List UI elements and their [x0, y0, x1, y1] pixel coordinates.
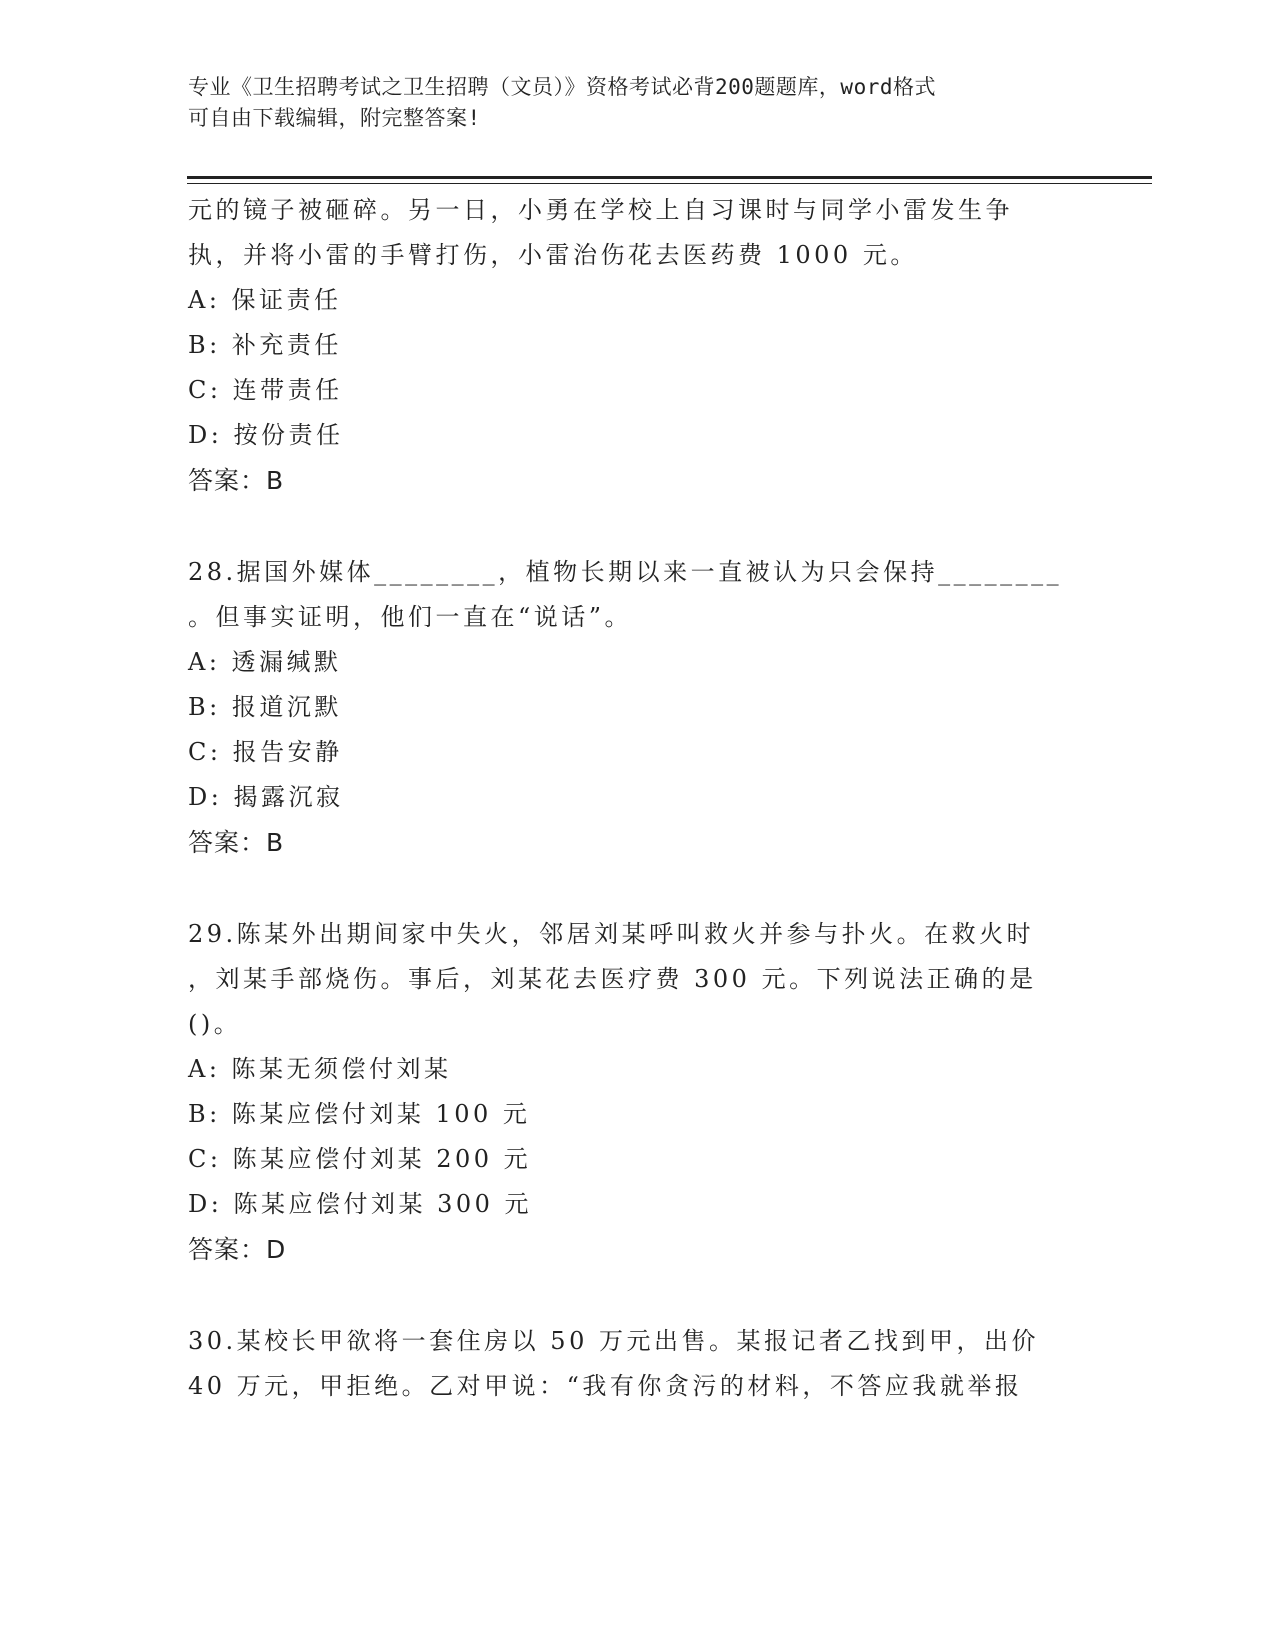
question-28	[188, 550, 1088, 865]
question-29-option-d: D: 陈某应偿付刘某 300 元	[188, 1190, 533, 1218]
question-30-text-2: 40 万元，甲拒绝。乙对甲说：“我有你贪污的材料，不答应我就举报	[188, 1372, 1023, 1400]
question-29	[188, 912, 1088, 1272]
header-line-1: 专业《卫生招聘考试之卫生招聘（文员）》资格考试必背200题题库，word格式	[188, 75, 936, 99]
question-29-option-b: B: 陈某应偿付刘某 100 元	[188, 1100, 531, 1128]
question-29-answer: 答案：D	[188, 1235, 287, 1264]
question-28-text-2: 。但事实证明，他们一直在“说话”。	[188, 603, 633, 631]
question-27-answer: 答案：B	[188, 466, 285, 495]
question-28-option-b: B: 报道沉默	[188, 693, 342, 721]
question-content	[188, 188, 1088, 1409]
question-29-text-3: ()。	[188, 1010, 242, 1038]
question-29-text-2: ，刘某手部烧伤。事后，刘某花去医疗费 300 元。下列说法正确的是	[188, 965, 1037, 993]
question-27-option-c: C: 连带责任	[188, 376, 343, 404]
question-28-text-1: 28.据国外媒体________，植物长期以来一直被认为只会保持________	[188, 558, 1063, 586]
header-rule-thin	[187, 183, 1152, 184]
question-29-text-1: 29.陈某外出期间家中失火，邻居刘某呼叫救火并参与扑火。在救火时	[188, 920, 1035, 948]
question-27-text-1: 元的镜子被砸碎。另一日，小勇在学校上自习课时与同学小雷发生争	[188, 196, 1013, 224]
question-28-option-c: C: 报告安静	[188, 738, 343, 766]
question-29-option-a: A: 陈某无须偿付刘某	[188, 1055, 452, 1083]
question-29-option-c: C: 陈某应偿付刘某 200 元	[188, 1145, 532, 1173]
question-27-option-b: B: 补充责任	[188, 331, 342, 359]
question-30	[188, 1319, 1088, 1409]
question-28-answer: 答案：B	[188, 828, 285, 857]
header-line-2: 可自由下载编辑，附完整答案!	[188, 106, 481, 130]
question-30-text-1: 30.某校长甲欲将一套住房以 50 万元出售。某报记者乙找到甲，出价	[188, 1327, 1039, 1355]
question-27-text-2: 执，并将小雷的手臂打伤，小雷治伤花去医药费 1000 元。	[188, 241, 918, 269]
header-rule-thick	[187, 176, 1152, 179]
page-header	[188, 72, 1068, 134]
question-27-option-a: A: 保证责任	[188, 286, 342, 314]
question-28-option-d: D: 揭露沉寂	[188, 783, 344, 811]
question-28-option-a: A: 透漏缄默	[188, 648, 342, 676]
question-27-option-d: D: 按份责任	[188, 421, 344, 449]
question-27-continued	[188, 188, 1088, 503]
